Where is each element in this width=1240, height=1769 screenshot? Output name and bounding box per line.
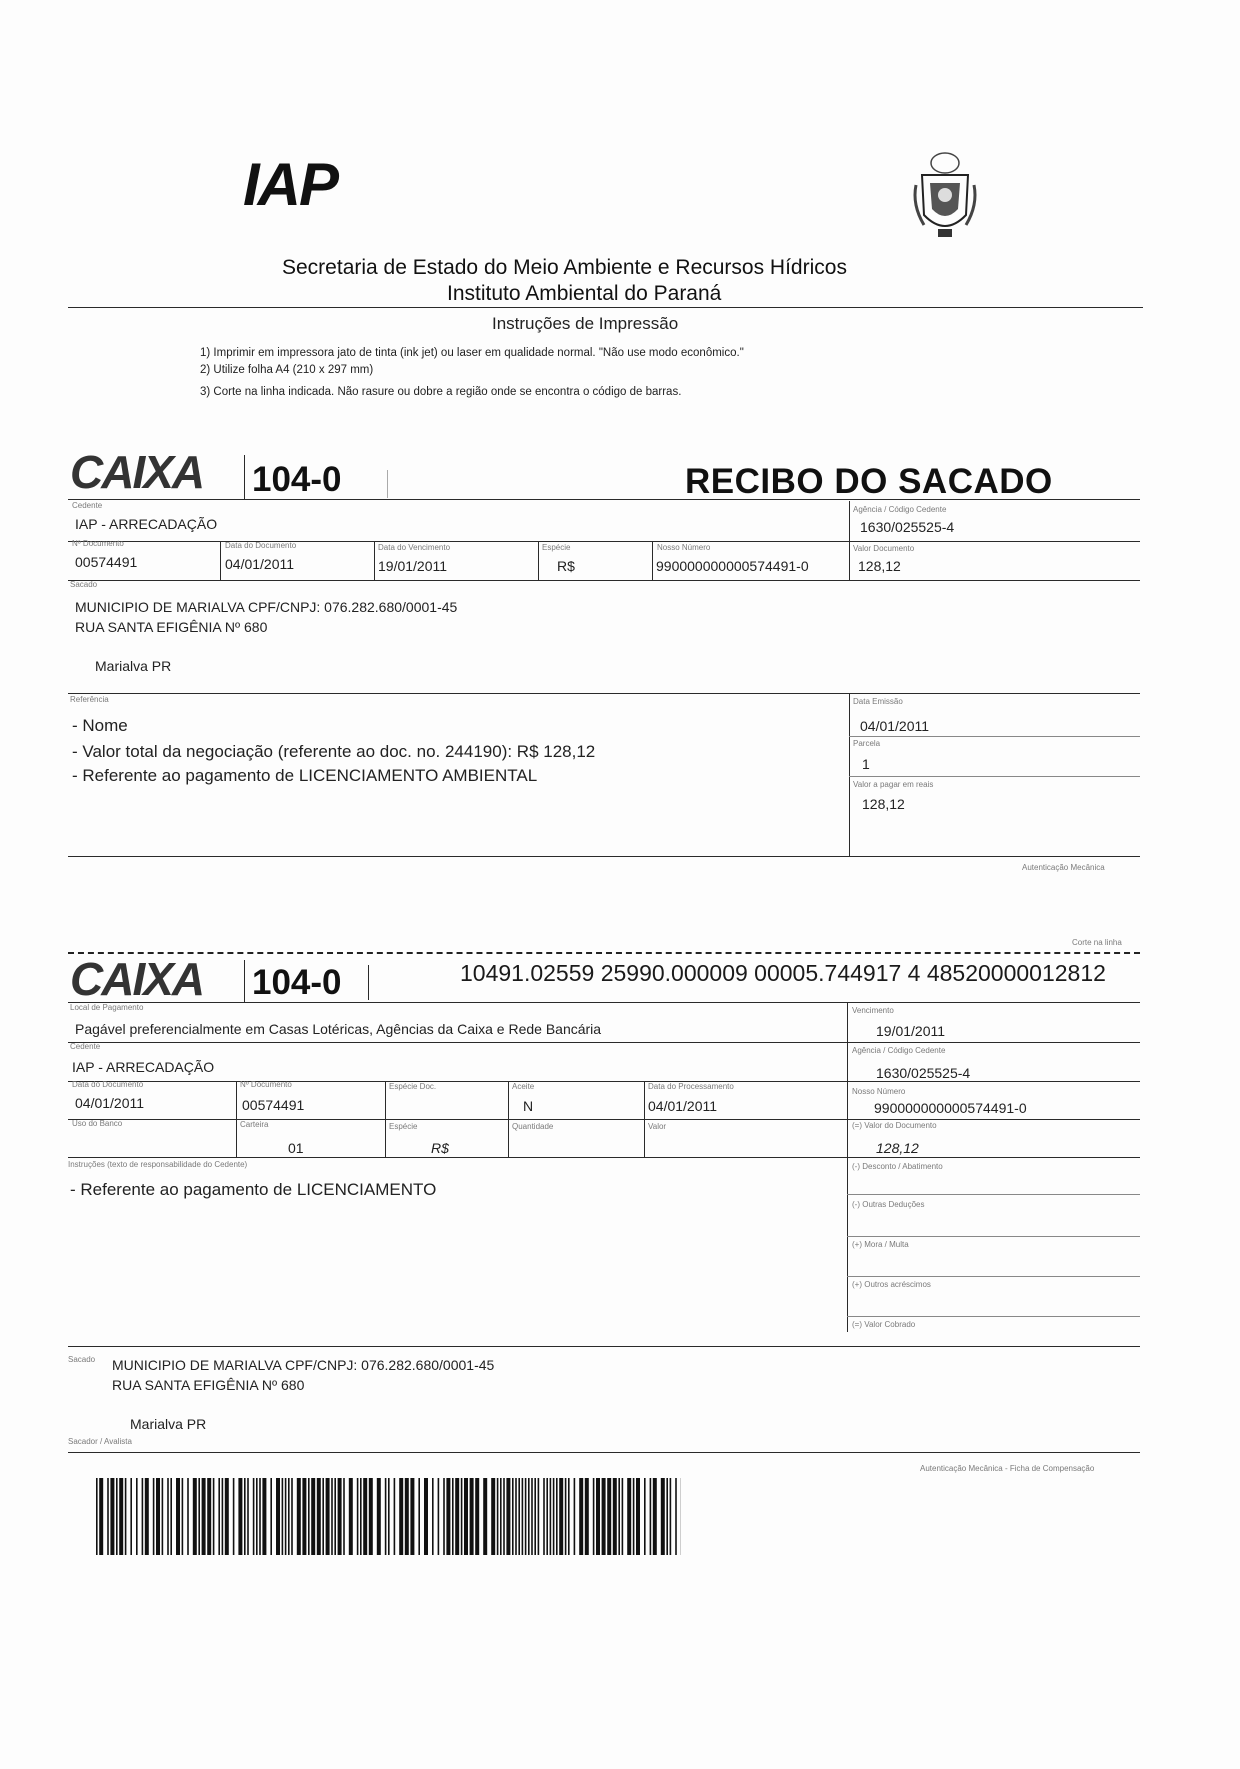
barcode-bar	[331, 1478, 333, 1555]
barcode	[96, 1478, 681, 1555]
barcode-bar	[270, 1478, 272, 1555]
barcode-bar	[410, 1478, 414, 1555]
barcode-bar	[464, 1478, 468, 1555]
ficha-line-2	[68, 1042, 1140, 1043]
barcode-bar	[162, 1478, 164, 1555]
label-referencia: Referência	[70, 695, 109, 704]
barcode-bar	[446, 1478, 450, 1555]
barcode-bar	[253, 1478, 255, 1555]
bank-code-divider	[244, 960, 245, 1002]
barcode-bar	[225, 1478, 229, 1555]
recibo-title: RECIBO DO SACADO	[685, 462, 1053, 501]
label-especie-doc-ficha: Espécie Doc.	[389, 1082, 437, 1091]
label-carteira: Carteira	[240, 1120, 269, 1129]
barcode-bar	[198, 1478, 200, 1555]
label-sacador-avalista: Sacador / Avalista	[68, 1437, 132, 1446]
barcode-bar	[596, 1478, 600, 1555]
header-secretaria: Secretaria de Estado do Meio Ambiente e Recursos Hídricos	[282, 256, 847, 279]
barcode-bar	[130, 1478, 132, 1555]
caixa-logo-ficha: CAIXA	[70, 953, 204, 1005]
value-parcela: 1	[862, 756, 870, 772]
ficha-line-6	[68, 1346, 1140, 1347]
label-parcela: Parcela	[853, 739, 881, 748]
header-divider	[68, 307, 1143, 308]
label-instrucoes: Instruções (texto de responsabilidade do Cedente)	[68, 1160, 248, 1169]
linha-digitavel: 10491.02559 25990.000009 00005.744917 4 48520000012812	[460, 960, 1106, 986]
barcode-bar	[518, 1478, 520, 1555]
barcode-bar	[565, 1478, 567, 1555]
value-nosso-numero-ficha: 990000000000574491-0	[874, 1100, 1027, 1116]
divider	[236, 1081, 237, 1119]
label-valor-doc: Valor Documento	[853, 544, 915, 553]
value-especie-ficha: R$	[431, 1140, 449, 1156]
barcode-bar	[297, 1478, 301, 1555]
barcode-bar	[483, 1478, 487, 1555]
ref-line-1: - Nome	[72, 716, 128, 735]
instruction-2: 2) Utilize folha A4 (210 x 297 mm)	[200, 364, 374, 376]
barcode-bar	[153, 1478, 155, 1555]
value-agencia: 1630/025525-4	[860, 519, 955, 535]
value-sacado-ficha-line2: RUA SANTA EFIGÊNIA Nº 680	[112, 1377, 305, 1393]
barcode-bar	[317, 1478, 321, 1555]
barcode-bar	[218, 1478, 220, 1555]
barcode-bar	[636, 1478, 640, 1555]
label-outras-deducoes: (-) Outras Deduções	[852, 1200, 925, 1209]
barcode-bar	[276, 1478, 280, 1555]
instruction-3: 3) Corte na linha indicada. Não rasure ou dobre a região onde se encontra o código de barras.	[200, 386, 682, 398]
barcode-bar	[125, 1478, 127, 1555]
barcode-bar	[363, 1478, 367, 1555]
divider	[385, 1119, 386, 1157]
recibo-right-col-divider	[849, 693, 850, 856]
barcode-bar	[207, 1478, 211, 1555]
value-data-doc-ficha: 04/01/2011	[75, 1095, 145, 1111]
barcode-bar	[357, 1478, 359, 1555]
barcode-bar	[666, 1478, 668, 1555]
bank-code-divider-right	[368, 965, 369, 1000]
instruction-1: 1) Imprimir em impressora jato de tinta (ink jet) ou laser em qualidade normal. "Não use modo econômico."	[200, 347, 744, 359]
ficha-line-4	[68, 1119, 1140, 1120]
barcode-bar	[176, 1478, 180, 1555]
value-agencia-ficha: 1630/025525-4	[876, 1065, 971, 1081]
barcode-bar	[369, 1478, 373, 1555]
value-nosso-numero: 990000000000574491-0	[656, 558, 809, 574]
label-data-venc: Data do Vencimento	[378, 543, 451, 552]
barcode-bar	[432, 1478, 434, 1555]
value-data-emissao: 04/01/2011	[860, 718, 930, 734]
value-num-doc-ficha: 00574491	[242, 1097, 305, 1113]
divider	[644, 1081, 645, 1119]
divider	[508, 1081, 509, 1119]
caixa-logo: CAIXA	[70, 446, 204, 498]
value-sacado-line1: MUNICIPIO DE MARIALVA CPF/CNPJ: 076.282.680/0001-45	[75, 599, 458, 615]
label-mora: (+) Mora / Multa	[852, 1240, 909, 1249]
value-valor-doc: 128,12	[858, 558, 901, 574]
label-valor-cobrado: (=) Valor Cobrado	[852, 1320, 916, 1329]
barcode-bar	[531, 1478, 533, 1555]
barcode-bar	[360, 1478, 362, 1555]
barcode-bar	[107, 1478, 109, 1555]
barcode-bar	[475, 1478, 479, 1555]
barcode-bar	[288, 1478, 290, 1555]
label-outros-acrescimos: (+) Outros acréscimos	[852, 1280, 931, 1289]
divider	[538, 541, 539, 580]
divider	[644, 1119, 645, 1157]
barcode-bar	[311, 1478, 315, 1555]
barcode-bar	[167, 1478, 169, 1555]
barcode-bar	[607, 1478, 611, 1555]
value-cedente: IAP - ARRECADAÇÃO	[75, 516, 218, 532]
barcode-bar	[418, 1478, 420, 1555]
barcode-bar	[622, 1478, 624, 1555]
label-nosso-numero-ficha: Nosso Número	[852, 1087, 906, 1096]
barcode-bar	[405, 1478, 409, 1555]
barcode-bar	[285, 1478, 287, 1555]
barcode-bar	[291, 1478, 293, 1555]
bank-code-divider	[244, 455, 245, 499]
value-num-doc: 00574491	[75, 554, 138, 570]
barcode-bar	[238, 1478, 242, 1555]
barcode-bar	[116, 1478, 118, 1555]
value-sacado-ficha-city: Marialva PR	[130, 1416, 207, 1432]
barcode-bar	[613, 1478, 617, 1555]
barcode-bar	[302, 1478, 306, 1555]
label-especie: Espécie	[542, 543, 571, 552]
barcode-bar	[670, 1478, 672, 1555]
barcode-bar	[213, 1478, 215, 1555]
label-nosso-numero: Nosso Número	[657, 543, 711, 552]
label-autenticacao-ficha: Autenticação Mecânica - Ficha de Compensação	[920, 1464, 1095, 1473]
divider	[849, 541, 850, 580]
divider	[236, 1119, 237, 1157]
ref-line-3: - Referente ao pagamento de LICENCIAMENTO AMBIENTAL	[72, 766, 538, 785]
divider	[847, 1276, 1140, 1277]
value-local: Pagável preferencialmente em Casas Lotéricas, Agências da Caixa e Rede Bancária	[75, 1021, 602, 1037]
barcode-bar	[553, 1478, 555, 1555]
barcode-bar	[222, 1478, 224, 1555]
barcode-bar	[461, 1478, 463, 1555]
label-num-doc: Nº Documento	[72, 539, 124, 548]
barcode-bar	[388, 1478, 390, 1555]
barcode-bar	[491, 1478, 495, 1555]
bank-code-divider-right	[387, 470, 388, 498]
barcode-bar	[455, 1478, 459, 1555]
recibo-line-3	[68, 580, 1140, 581]
barcode-bar	[322, 1478, 324, 1555]
barcode-bar	[247, 1478, 249, 1555]
label-valor-pagar: Valor a pagar em reais	[853, 780, 934, 789]
recibo-line-4	[68, 693, 1140, 694]
barcode-bar	[522, 1478, 524, 1555]
barcode-bar	[602, 1478, 606, 1555]
barcode-bar	[506, 1478, 510, 1555]
barcode-bar	[538, 1478, 540, 1555]
barcode-bar	[438, 1478, 440, 1555]
ficha-line-5	[68, 1157, 1140, 1158]
barcode-bar	[556, 1478, 558, 1555]
value-sacado-city: Marialva PR	[95, 658, 172, 674]
barcode-bar	[574, 1478, 576, 1555]
label-autenticacao-recibo: Autenticação Mecânica	[1022, 863, 1105, 872]
barcode-bar	[338, 1478, 342, 1555]
value-data-venc: 19/01/2011	[378, 558, 448, 574]
barcode-bar	[515, 1478, 517, 1555]
value-valor-doc-ficha: 128,12	[876, 1140, 919, 1156]
barcode-bar	[443, 1478, 445, 1555]
label-corte: Corte na linha	[1072, 938, 1122, 947]
barcode-bar	[399, 1478, 403, 1555]
barcode-bar	[193, 1478, 197, 1555]
value-sacado-line2: RUA SANTA EFIGÊNIA Nº 680	[75, 619, 268, 635]
label-cedente: Cedente	[72, 501, 103, 510]
value-vencimento: 19/01/2011	[876, 1023, 946, 1039]
label-valor: Valor	[648, 1122, 667, 1131]
barcode-bar	[119, 1478, 123, 1555]
barcode-bar	[262, 1478, 266, 1555]
divider	[847, 1316, 1140, 1317]
label-desconto: (-) Desconto / Abatimento	[852, 1162, 943, 1171]
barcode-bar	[308, 1478, 310, 1555]
divider	[385, 1081, 386, 1119]
cut-line	[68, 952, 1140, 954]
barcode-bar	[550, 1478, 552, 1555]
barcode-bar	[497, 1478, 499, 1555]
barcode-bar	[233, 1478, 235, 1555]
barcode-bar	[546, 1478, 548, 1555]
barcode-bar	[512, 1478, 514, 1555]
recibo-line-1	[68, 499, 1140, 500]
barcode-bar	[259, 1478, 261, 1555]
label-local: Local de Pagamento	[70, 1003, 144, 1012]
barcode-bar	[256, 1478, 258, 1555]
barcode-bar	[503, 1478, 505, 1555]
value-aceite: N	[523, 1098, 534, 1114]
divider	[847, 1194, 1140, 1195]
barcode-bar	[650, 1478, 652, 1555]
label-num-doc-ficha: Nº Documento	[240, 1080, 292, 1089]
label-data-doc: Data do Documento	[225, 541, 297, 550]
label-quantidade: Quantidade	[512, 1122, 554, 1131]
barcode-bar	[99, 1478, 103, 1555]
value-data-doc: 04/01/2011	[225, 556, 295, 572]
divider	[508, 1119, 509, 1157]
bank-code-ficha: 104-0	[252, 963, 342, 1002]
barcode-bar	[528, 1478, 530, 1555]
barcode-bar	[170, 1478, 172, 1555]
ref-line-2: - Valor total da negociação (referente ao doc. no. 244190): R$ 128,12	[72, 742, 596, 761]
label-vencimento: Vencimento	[852, 1006, 894, 1015]
recibo-line-5	[68, 856, 1140, 857]
ficha-line-1	[68, 1002, 1140, 1003]
divider	[652, 541, 653, 580]
ficha-line-3	[68, 1081, 1140, 1082]
barcode-bar	[627, 1478, 631, 1555]
value-data-proc: 04/01/2011	[648, 1098, 718, 1114]
divider	[847, 1236, 1140, 1237]
barcode-bar	[470, 1478, 474, 1555]
value-valor-pagar: 128,12	[862, 796, 905, 812]
barcode-bar	[534, 1478, 536, 1555]
ficha-right-col-divider	[847, 1002, 848, 1332]
label-sacado-ficha: Sacado	[68, 1355, 96, 1364]
label-data-doc-ficha: Data do Documento	[72, 1080, 144, 1089]
barcode-bar	[644, 1478, 646, 1555]
barcode-bar	[633, 1478, 635, 1555]
barcode-bar	[559, 1478, 563, 1555]
barcode-bar	[585, 1478, 589, 1555]
barcode-bar	[156, 1478, 160, 1555]
label-cedente-ficha: Cedente	[70, 1042, 101, 1051]
value-especie: R$	[557, 558, 575, 574]
ficha-line-7	[68, 1452, 1140, 1453]
label-uso-banco: Uso do Banco	[72, 1119, 123, 1128]
label-agencia: Agência / Código Cedente	[853, 505, 947, 514]
barcode-bar	[244, 1478, 246, 1555]
barcode-bar	[500, 1478, 502, 1555]
label-aceite: Aceite	[512, 1082, 535, 1091]
parana-coat-of-arms-icon	[910, 145, 980, 243]
label-data-proc: Data do Processamento	[648, 1082, 734, 1091]
barcode-bar	[96, 1478, 98, 1555]
barcode-bar	[618, 1478, 620, 1555]
barcode-bar	[343, 1478, 345, 1555]
label-especie-ficha: Espécie	[389, 1122, 418, 1131]
barcode-bar	[187, 1478, 189, 1555]
iap-logo: IAP	[243, 151, 338, 218]
barcode-bar	[593, 1478, 595, 1555]
barcode-bar	[525, 1478, 527, 1555]
value-instrucao: - Referente ao pagamento de LICENCIAMENTO	[70, 1180, 437, 1199]
barcode-bar	[424, 1478, 428, 1555]
barcode-bar	[334, 1478, 336, 1555]
label-agencia-ficha: Agência / Código Cedente	[852, 1046, 946, 1055]
barcode-bar	[543, 1478, 545, 1555]
divider	[849, 776, 1140, 777]
barcode-bar	[661, 1478, 665, 1555]
bank-code: 104-0	[252, 460, 342, 499]
divider	[849, 736, 1140, 737]
header-instituto: Instituto Ambiental do Paraná	[447, 282, 722, 305]
barcode-bar	[579, 1478, 583, 1555]
recibo-col-divider	[849, 501, 850, 541]
barcode-bar	[377, 1478, 381, 1555]
label-sacado: Sacado	[70, 580, 98, 589]
divider	[374, 541, 375, 580]
barcode-bar	[653, 1478, 657, 1555]
barcode-bar	[452, 1478, 454, 1555]
barcode-bar	[385, 1478, 387, 1555]
label-data-emissao: Data Emissão	[853, 697, 903, 706]
barcode-bar	[675, 1478, 677, 1555]
barcode-bar	[202, 1478, 206, 1555]
barcode-bar	[136, 1478, 138, 1555]
barcode-bar	[142, 1478, 144, 1555]
value-sacado-ficha-line1: MUNICIPIO DE MARIALVA CPF/CNPJ: 076.282.680/0001-45	[112, 1357, 495, 1373]
barcode-bar	[282, 1478, 284, 1555]
barcode-bar	[145, 1478, 149, 1555]
barcode-bar	[110, 1478, 114, 1555]
barcode-bar	[349, 1478, 353, 1555]
barcode-bar	[182, 1478, 184, 1555]
divider	[220, 541, 221, 580]
barcode-bar	[326, 1478, 330, 1555]
barcode-bar	[568, 1478, 570, 1555]
value-carteira: 01	[288, 1140, 304, 1156]
value-cedente-ficha: IAP - ARRECADAÇÃO	[72, 1059, 215, 1075]
label-valor-doc-ficha: (=) Valor do Documento	[852, 1121, 937, 1130]
header-instrucoes-title: Instruções de Impressão	[492, 314, 679, 333]
barcode-bar	[394, 1478, 396, 1555]
